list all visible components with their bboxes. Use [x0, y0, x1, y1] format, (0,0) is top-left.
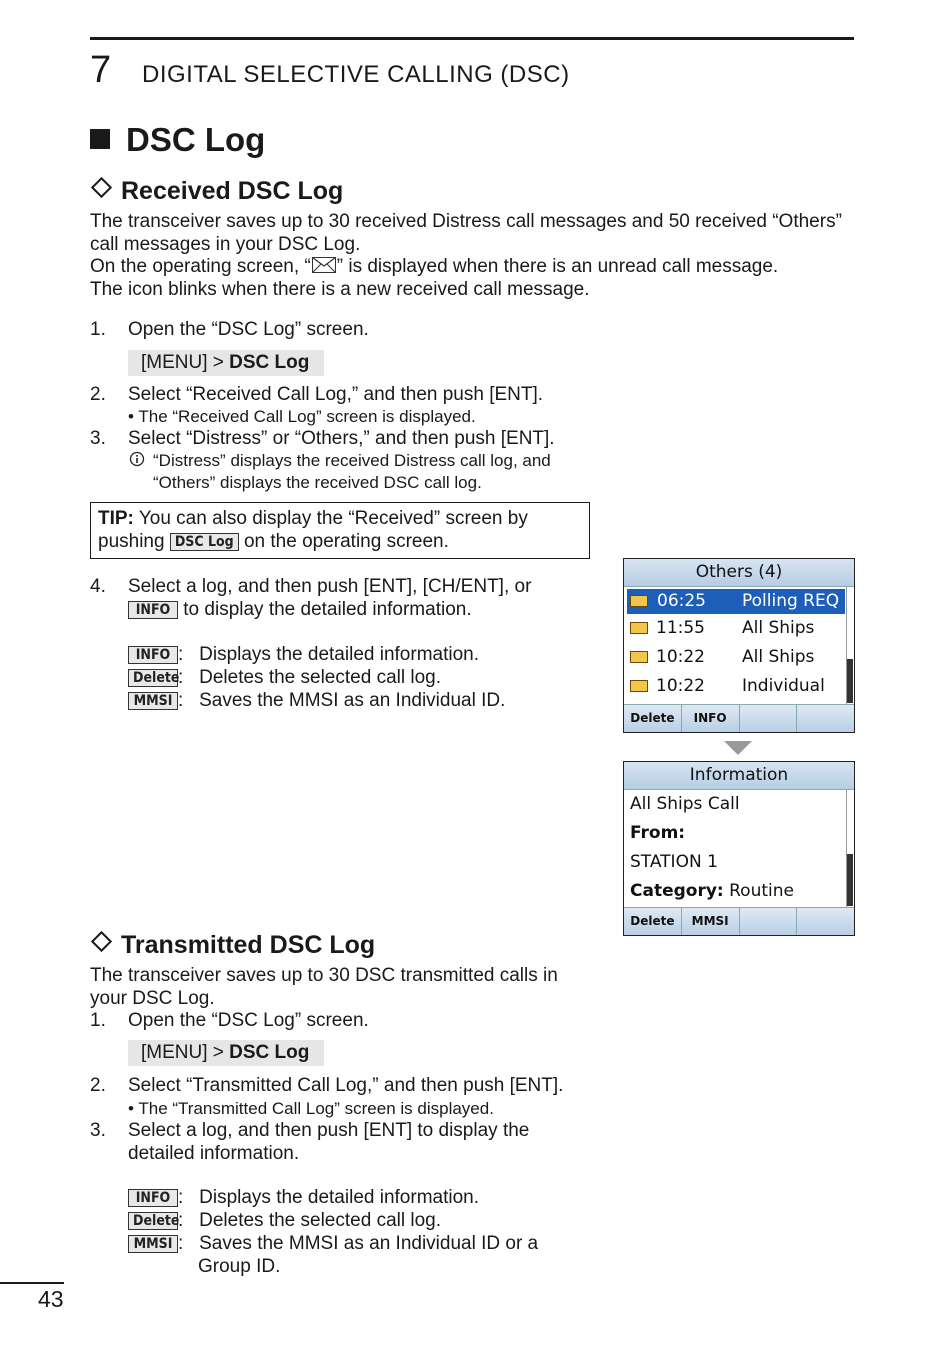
tip-label: TIP:	[98, 508, 134, 529]
received-step4: Select a log, and then push [ENT], [CH/ENT], or	[128, 576, 532, 597]
info-key: INFO	[128, 646, 178, 664]
info-station: STATION 1	[630, 852, 718, 872]
mmsi-desc-continued: Group ID.	[198, 1256, 281, 1277]
empty-softkey[interactable]	[797, 705, 854, 732]
info-call-type: All Ships Call	[630, 794, 740, 814]
info-from-label: From:	[630, 823, 686, 843]
others-log-screen	[623, 558, 855, 733]
log-row[interactable]: 10:22 All Ships	[624, 643, 854, 672]
step-number: 2.	[90, 384, 106, 405]
screen-title: Others (4)	[624, 559, 854, 587]
step-number: 1.	[90, 1010, 106, 1031]
square-bullet-icon	[90, 129, 110, 149]
info-key: INFO	[128, 1189, 178, 1207]
diamond-bullet-icon	[91, 931, 112, 952]
envelope-icon	[312, 257, 336, 273]
step-number: 4.	[90, 576, 106, 597]
scrollbar[interactable]	[846, 790, 853, 908]
mmsi-softkey[interactable]: MMSI	[682, 908, 740, 935]
transmitted-log-heading: Transmitted DSC Log	[90, 930, 375, 960]
delete-key: Delete	[128, 1212, 178, 1230]
delete-key: Delete	[128, 669, 178, 687]
menu-path: [MENU] > DSC Log	[128, 350, 324, 376]
tip-box: TIP: You can also display the “Received” screen by pushing DSC Log on the operating screen.	[90, 502, 590, 559]
log-row[interactable]: 11:55 All Ships	[624, 614, 854, 643]
received-step3-note2: “Others” displays the received DSC call log.	[153, 473, 482, 492]
info-note-icon	[129, 451, 145, 473]
received-step2: Select “Received Call Log,” and then push [ENT].	[128, 384, 544, 405]
softkey-bar	[624, 704, 854, 732]
transmitted-step3: Select a log, and then push [ENT] to display the	[128, 1120, 530, 1141]
info-softkey[interactable]: INFO	[682, 705, 740, 732]
mmsi-key: MMSI	[128, 692, 178, 710]
log-row[interactable]: 10:22 Individual	[624, 672, 854, 701]
info-key: INFO	[128, 601, 178, 619]
down-arrow-icon	[724, 741, 752, 755]
envelope-icon	[630, 680, 648, 692]
step-number: 1.	[90, 319, 106, 340]
received-step4b: INFO to display the detailed information.	[128, 599, 472, 622]
info-category: Category: Routine	[630, 881, 794, 901]
footer-rule	[0, 1282, 64, 1284]
dsc-log-key: DSC Log	[170, 533, 239, 551]
transmitted-para1: The transceiver saves up to 30 DSC transmitted calls in	[90, 965, 558, 986]
received-step2-note: • The “Received Call Log” screen is displayed.	[128, 407, 476, 426]
section-title: DSC Log	[90, 120, 265, 160]
diamond-bullet-icon	[91, 177, 112, 198]
header-rule	[90, 37, 854, 40]
empty-softkey[interactable]	[797, 908, 854, 935]
empty-softkey[interactable]	[740, 908, 798, 935]
transmitted-step2: Select “Transmitted Call Log,” and then push [ENT].	[128, 1075, 564, 1096]
key-desc-row: INFO : Displays the detailed information.	[128, 644, 479, 667]
received-para3: The icon blinks when there is a new received call message.	[90, 278, 590, 300]
information-screen	[623, 761, 855, 936]
step-number: 3.	[90, 1120, 106, 1141]
received-log-heading: Received DSC Log	[90, 176, 343, 206]
envelope-icon	[630, 651, 648, 663]
chapter-number: 7	[90, 49, 112, 91]
empty-softkey[interactable]	[740, 705, 798, 732]
key-desc-row: INFO : Displays the detailed information.	[128, 1187, 479, 1210]
key-desc-row: Delete: Deletes the selected call log.	[128, 667, 441, 690]
softkey-bar	[624, 907, 854, 935]
delete-softkey[interactable]: Delete	[624, 705, 682, 732]
key-desc-row: Delete: Deletes the selected call log.	[128, 1210, 441, 1233]
received-para1b: call messages in your DSC Log.	[90, 233, 361, 255]
transmitted-step3b: detailed information.	[128, 1142, 300, 1164]
envelope-icon	[630, 595, 648, 607]
received-step3: Select “Distress” or “Others,” and then push [ENT].	[128, 428, 555, 449]
screen-title: Information	[624, 762, 854, 790]
mmsi-key: MMSI	[128, 1235, 178, 1253]
key-desc-row: MMSI : Saves the MMSI as an Individual ID.	[128, 690, 505, 713]
transmitted-step2-note: • The “Transmitted Call Log” screen is displayed.	[128, 1099, 494, 1118]
received-step3-note1: “Distress” displays the received Distress call log, and	[153, 451, 551, 470]
step-number: 2.	[90, 1075, 106, 1096]
log-row-selected[interactable]: 06:25 Polling REQ	[627, 589, 845, 614]
chapter-title: DIGITAL SELECTIVE CALLING (DSC)	[142, 61, 570, 88]
envelope-icon	[630, 622, 648, 634]
transmitted-para1b: your DSC Log.	[90, 987, 215, 1009]
transmitted-step1: Open the “DSC Log” screen.	[128, 1010, 369, 1031]
key-desc-row: MMSI : Saves the MMSI as an Individual ID or a	[128, 1233, 538, 1256]
step-number: 3.	[90, 428, 106, 449]
received-para1: The transceiver saves up to 30 received Distress call messages and 50 received “Others”	[90, 211, 842, 232]
received-step1: Open the “DSC Log” screen.	[128, 319, 369, 340]
menu-path: [MENU] > DSC Log	[128, 1040, 324, 1066]
received-para2: On the operating screen, “ ” is displayed when there is an unread call message.	[90, 256, 779, 277]
page-number: 43	[38, 1286, 64, 1312]
delete-softkey[interactable]: Delete	[624, 908, 682, 935]
